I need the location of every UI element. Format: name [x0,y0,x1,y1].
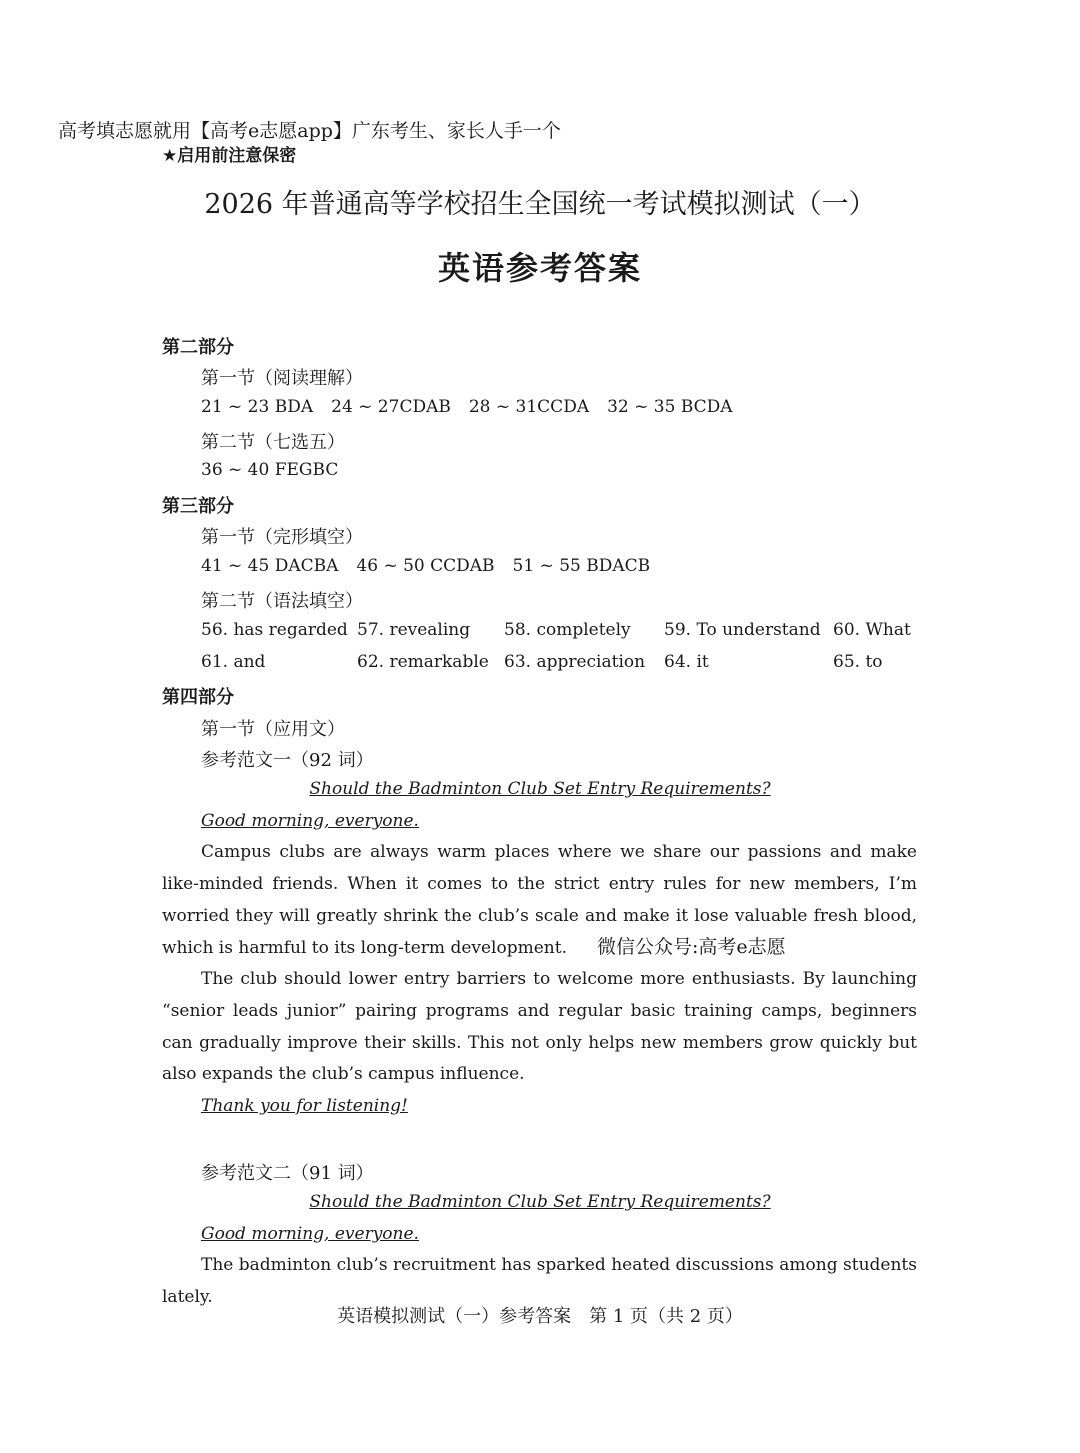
part2-sec2-heading: 第二节（七选五） [201,432,345,453]
part3-sec2-heading: 第二节（语法填空） [201,591,363,612]
grammar-answer: 61. and [201,652,266,672]
essay1-closing: Thank you for listening! [201,1096,408,1116]
essay2-title [0,1192,1080,1212]
essay1-title [0,779,1080,799]
essay2-title-text: Should the Badminton Club Set Entry Requirements? [309,1192,771,1212]
part3-heading: 第三部分 [162,496,234,517]
grammar-answer: 59. To understand [664,620,821,640]
essay2-para1-text: The badminton club’s recruitment has sparked heated discussions among students lately. [162,1255,917,1307]
page-footer: 英语模拟测试（一）参考答案 第 1 页（共 2 页） [337,1306,743,1327]
part2-sec2-answer: 36 ~ 40 FEGBC [201,460,339,480]
essay1-title-text: Should the Badminton Club Set Entry Requirements? [309,779,771,799]
answer-group: 51 ~ 55 BDACB [512,556,651,576]
part3-sec1-answers [201,556,668,576]
page-title: 2026 年普通高等学校招生全国统一考试模拟测试（一） [204,189,876,220]
part2-sec1-heading: 第一节（阅读理解） [201,368,363,389]
part2-sec1-answers [201,397,751,417]
answer-group: 32 ~ 35 BCDA [607,397,733,417]
essay2-label: 参考范文二（91 词） [201,1163,374,1184]
grammar-answer: 60. What [833,620,911,640]
essay1-paragraph-1 [162,837,917,965]
grammar-answer: 64. it [664,652,709,672]
grammar-answer: 58. completely [504,620,631,640]
watermark: 微信公众号:高考e志愿 [596,936,786,959]
essay1-paragraph-2 [162,964,917,1091]
essay1-para2-text: The club should lower entry barriers to welcome more enthusiasts. By launching “senior leads junior” pairing programs and regular basic training camps, beginners can gradually improve their skills. This not only helps new members grow quickly but also expands the club’s campus influence. [162,969,917,1085]
banner-ad: 高考填志愿就用【高考e志愿app】广东考生、家长人手一个 [58,120,561,142]
page-subtitle: 英语参考答案 [437,249,642,287]
grammar-answer: 62. remarkable [357,652,489,672]
essay1-para1-text: Campus clubs are always warm places where we share our passions and make like-minded friends. When it comes to the strict entry rules for new members, I’m worried they will greatly shrink the club’s scale and make it lose valuable fresh blood, which is harmful to its long-term development. [162,842,917,959]
grammar-answer: 56. has regarded [201,620,348,640]
part4-heading: 第四部分 [162,687,234,708]
essay1-greeting: Good morning, everyone. [201,811,419,831]
part3-sec1-heading: 第一节（完形填空） [201,527,363,548]
answer-group: 28 ~ 31CCDA [468,397,590,417]
grammar-answer: 65. to [833,652,883,672]
grammar-answer: 57. revealing [357,620,471,640]
confidential-notice: ★启用前注意保密 [162,146,297,166]
answer-group: 21 ~ 23 BDA [201,397,314,417]
answer-group: 46 ~ 50 CCDAB [356,556,495,576]
answer-group: 41 ~ 45 DACBA [201,556,339,576]
essay2-greeting: Good morning, everyone. [201,1224,419,1244]
essay1-label: 参考范文一（92 词） [201,750,374,771]
part2-heading: 第二部分 [162,337,234,358]
part4-sec1-heading: 第一节（应用文） [201,719,345,740]
grammar-answer: 63. appreciation [504,652,646,672]
answer-group: 24 ~ 27CDAB [331,397,451,417]
